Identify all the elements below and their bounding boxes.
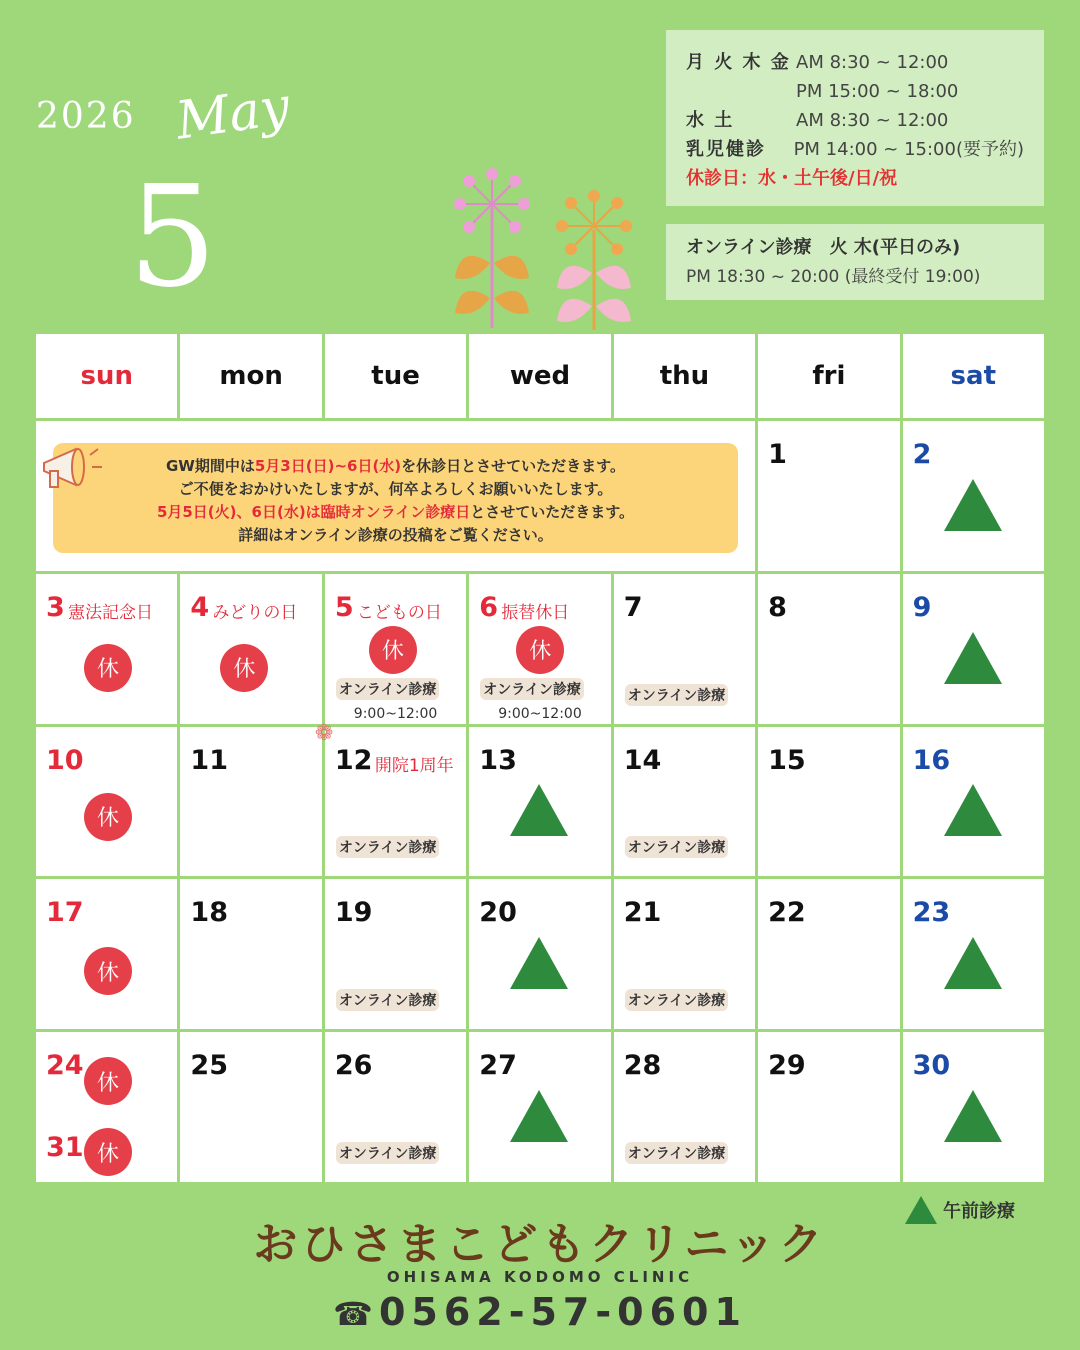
morning-only-icon <box>510 937 568 989</box>
hours-time: PM 15:00 ~ 18:00 <box>796 81 959 102</box>
notice-highlight: 5月5日(火)、6日(水)は臨時オンライン診療日 <box>156 503 471 521</box>
date-number: 12 <box>334 744 373 776</box>
morning-only-icon <box>944 632 1002 684</box>
closed-badge: 休 <box>84 793 132 841</box>
closed-badge: 休 <box>84 644 132 692</box>
online-consult-tag: オンライン診療 <box>625 1142 729 1164</box>
online-consult-title: オンライン診療 火 木(平日のみ) <box>686 237 961 258</box>
flower-illustration <box>440 168 640 333</box>
date-number: 29 <box>768 1050 806 1082</box>
online-consult-tag: オンライン診療 <box>336 836 440 858</box>
hours-label <box>686 77 796 106</box>
online-consult-tag: オンライン診療 <box>625 989 729 1011</box>
holiday-name: 憲法記念日 <box>68 602 153 623</box>
day-cell-sun[interactable] <box>36 1032 177 1182</box>
date-number: 2 <box>912 439 932 470</box>
online-consult-tag: オンライン診療 <box>336 1142 440 1164</box>
date-number: 21 <box>623 897 662 929</box>
online-consult-tag: オンライン診療 <box>625 684 729 706</box>
date-number: 23 <box>912 897 951 929</box>
notice-text: GW期間中は <box>166 457 255 475</box>
online-hours: 9:00~12:00 <box>353 705 438 722</box>
day-cell-wed[interactable] <box>469 1032 610 1182</box>
date-number: 15 <box>768 744 806 776</box>
day-cell-thu[interactable] <box>614 1032 755 1182</box>
date-number: 24 <box>46 1050 84 1082</box>
hours-label: 水 土 <box>686 110 735 131</box>
online-consult-tag: オンライン診療 <box>625 836 729 858</box>
day-cell-wed[interactable] <box>469 879 610 1029</box>
date-number: 19 <box>334 897 373 929</box>
morning-only-icon <box>510 1090 568 1142</box>
weekday-thu: thu <box>614 334 755 418</box>
hours-label: 月 火 木 金 <box>686 52 791 73</box>
day-cell-sat[interactable] <box>903 1032 1044 1182</box>
date-number: 6 <box>479 591 499 623</box>
date-number: 9 <box>912 591 932 623</box>
anniversary-ring-icon: ❁ <box>314 720 334 746</box>
day-cell-fri[interactable] <box>758 879 899 1029</box>
day-cell-tue[interactable] <box>314 720 466 877</box>
day-cell-fri[interactable] <box>758 1032 899 1182</box>
phone-icon: ☎ <box>333 1295 379 1333</box>
online-consult-time: PM 18:30 ~ 20:00 (最終受付 19:00) <box>686 267 981 287</box>
day-cell-mon[interactable] <box>180 574 321 724</box>
online-consult-tag: オンライン診療 <box>480 678 584 700</box>
date-number: 14 <box>623 744 662 776</box>
day-cell-fri[interactable] <box>758 421 899 571</box>
weekday-sun: sun <box>36 334 177 418</box>
date-number: 1 <box>768 439 787 470</box>
day-cell-sat[interactable] <box>903 574 1044 724</box>
clinic-name-english: OHISAMA KODOMO CLINIC <box>386 1268 694 1286</box>
day-cell-sat[interactable] <box>903 421 1044 571</box>
day-cell-wed[interactable] <box>469 574 610 724</box>
date-number: 20 <box>479 897 517 929</box>
day-cell-thu[interactable] <box>614 727 755 877</box>
holiday-name: こどもの日 <box>356 602 442 623</box>
date-number: 7 <box>623 591 643 623</box>
closed-badge: 休 <box>84 1128 132 1176</box>
hours-label: 乳児健診 <box>686 139 766 160</box>
date-number: 28 <box>623 1050 662 1082</box>
online-consult-box <box>666 224 1044 300</box>
hours-row <box>686 106 1024 135</box>
date-number: 25 <box>190 1050 228 1082</box>
date-number: 31 <box>46 1132 84 1164</box>
weekday-wed: wed <box>469 334 610 418</box>
day-cell-sun[interactable] <box>36 879 177 1029</box>
anniversary-label: 開院1周年 <box>374 755 454 776</box>
notice-text: を休診日とさせていただきます。 <box>401 457 625 475</box>
morning-only-icon <box>944 479 1002 531</box>
clinic-phone[interactable] <box>0 1290 1080 1334</box>
year: 2026 <box>36 96 136 137</box>
day-cell-thu[interactable] <box>614 879 755 1029</box>
date-number: 5 <box>334 591 354 623</box>
hours-time: PM 14:00 ~ 15:00(要予約) <box>793 139 1024 160</box>
hours-time: AM 8:30 ~ 12:00 <box>796 110 949 131</box>
notice-line: ご不便をおかけいたしますが、何卒よろしくお願いいたします。 <box>178 480 613 498</box>
date-number: 3 <box>46 591 65 623</box>
gw-notice-cell <box>36 421 755 571</box>
notice-text: とさせていただきます。 <box>470 503 635 521</box>
holiday-name: みどりの日 <box>212 602 298 623</box>
online-consult-tag: オンライン診療 <box>336 678 440 700</box>
day-cell-sun[interactable] <box>36 574 177 724</box>
day-cell-mon[interactable] <box>180 727 321 877</box>
weekday-tue: tue <box>325 334 466 418</box>
hours-row <box>686 135 1024 164</box>
legend-label: 午前診療 <box>943 1201 1015 1222</box>
closed-badge: 休 <box>220 644 268 692</box>
day-cell-sat[interactable] <box>903 879 1044 1029</box>
closed-badge: 休 <box>369 626 417 674</box>
holiday-name: 振替休日 <box>501 602 570 623</box>
calendar-grid <box>36 334 1044 1182</box>
phone-number: 0562-57-0601 <box>378 1290 747 1334</box>
clinic-logo-name: おひさまこどもクリニック <box>253 1219 827 1270</box>
notice-line <box>63 501 728 524</box>
morning-only-icon <box>510 784 568 836</box>
day-cell-mon[interactable] <box>180 1032 321 1182</box>
date-number: 4 <box>190 591 210 623</box>
date-number: 8 <box>768 591 787 623</box>
closed-days: 休診日：水・土午後/日/祝 <box>686 168 898 189</box>
morning-only-icon <box>944 784 1002 836</box>
hours-time: AM 8:30 ~ 12:00 <box>796 52 949 73</box>
date-number: 10 <box>46 744 84 776</box>
day-cell-wed[interactable] <box>469 727 610 877</box>
day-cell-sun[interactable] <box>36 727 177 877</box>
closed-badge: 休 <box>84 947 132 995</box>
weekday-sat: sat <box>903 334 1044 418</box>
day-cell-tue[interactable] <box>325 879 466 1029</box>
day-cell-fri[interactable] <box>758 574 899 724</box>
date-number: 17 <box>46 897 84 929</box>
month-english: May <box>172 76 294 152</box>
online-consult-tag: オンライン診療 <box>336 989 440 1011</box>
weekday-fri: fri <box>758 334 899 418</box>
date-number: 18 <box>190 897 228 929</box>
day-cell-mon[interactable] <box>180 879 321 1029</box>
month-number: 5 <box>128 156 218 319</box>
hours-row <box>686 77 1024 106</box>
clinic-hours-box <box>666 30 1044 206</box>
morning-only-icon <box>944 1090 1002 1142</box>
morning-only-icon <box>944 937 1002 989</box>
date-number: 26 <box>334 1050 373 1082</box>
megaphone-icon <box>36 441 106 493</box>
date-number: 30 <box>912 1050 951 1082</box>
notice-line: 詳細はオンライン診療の投稿をご覧ください。 <box>238 526 553 544</box>
notice-highlight: 5月3日(日)~6日(水) <box>254 457 402 475</box>
day-cell-thu[interactable] <box>614 574 755 724</box>
gw-notice <box>53 443 738 553</box>
day-cell-tue[interactable] <box>325 1032 466 1182</box>
date-number: 16 <box>912 744 951 776</box>
date-number: 11 <box>190 744 228 776</box>
notice-line <box>63 455 728 478</box>
closed-badge: 休 <box>516 626 564 674</box>
date-number: 27 <box>479 1050 517 1082</box>
day-cell-fri[interactable] <box>758 727 899 877</box>
date-number: 13 <box>479 744 517 776</box>
hours-row <box>686 48 1024 77</box>
date-number: 22 <box>768 897 806 929</box>
online-hours: 9:00~12:00 <box>498 705 582 722</box>
day-cell-sat[interactable] <box>903 727 1044 877</box>
day-cell-tue[interactable] <box>325 574 466 724</box>
closed-badge: 休 <box>84 1057 132 1105</box>
weekday-mon: mon <box>180 334 321 418</box>
